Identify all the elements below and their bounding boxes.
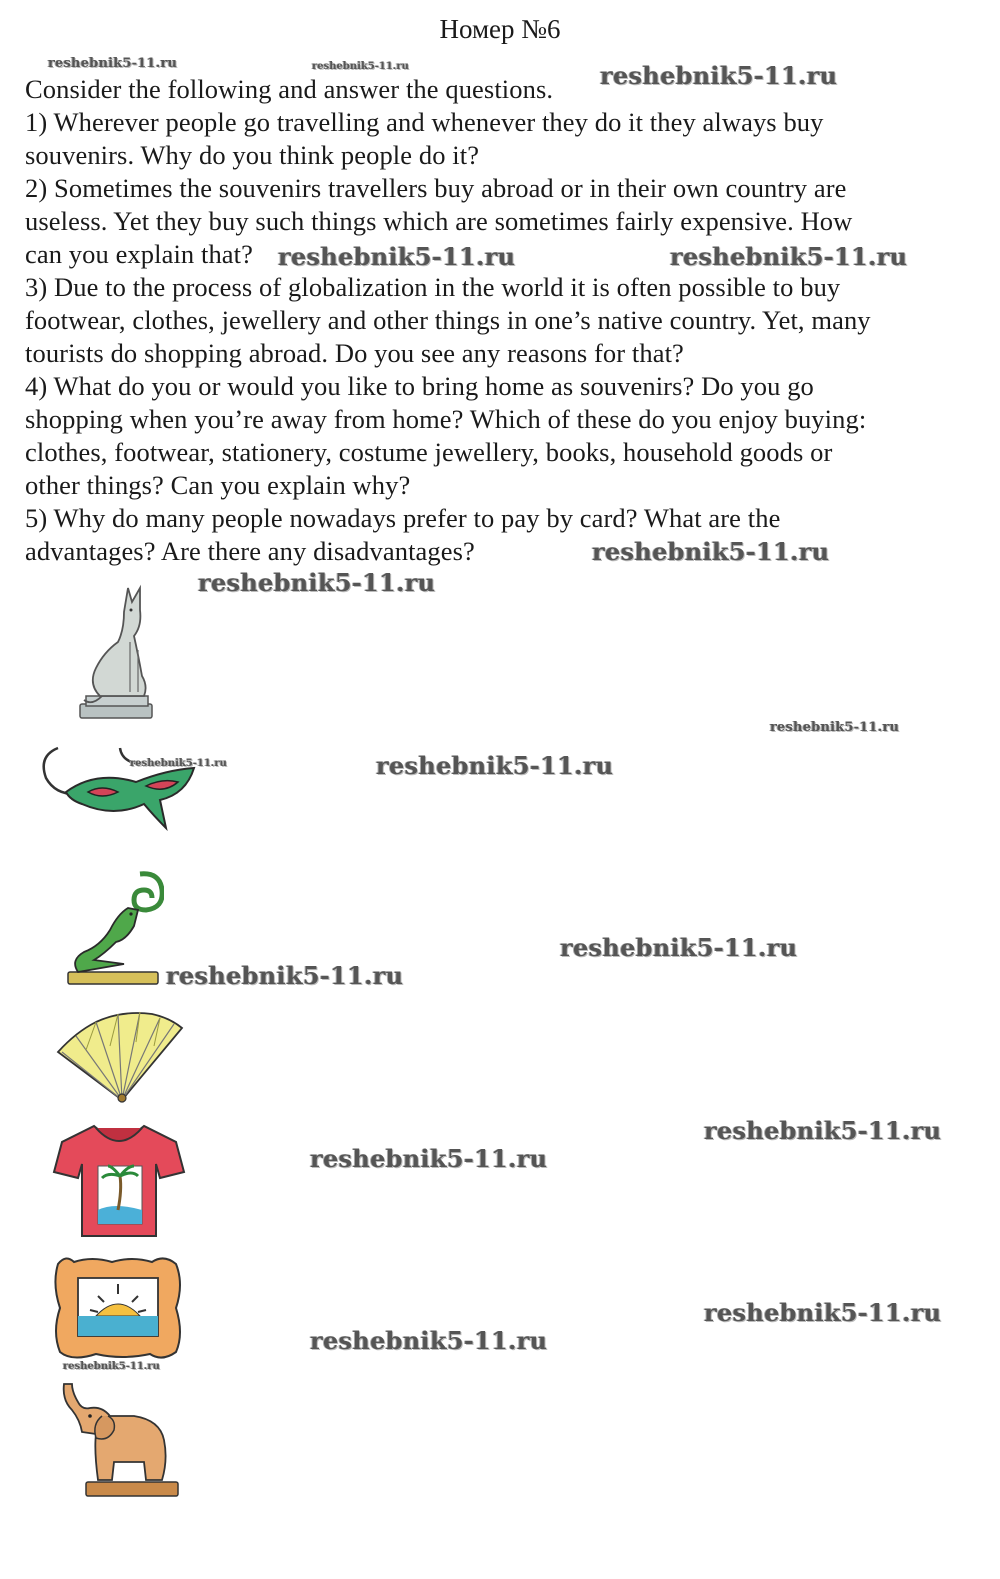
watermark: reshebnik5-11.ru (376, 751, 614, 780)
text-line-q3c: tourists do shopping abroad. Do you see any reasons for that? (25, 338, 684, 368)
antelope-figurine-illustration (64, 868, 164, 992)
text-line-q5a: 5) Why do many people nowadays prefer to pay by card? What are the (25, 503, 781, 533)
watermark: reshebnik5-11.ru (704, 1298, 942, 1327)
framed-picture-illustration (52, 1254, 184, 1362)
text-line-q1b: souvenirs. Why do you think people do it? (25, 140, 480, 170)
cat-statue-illustration (78, 580, 158, 725)
text-line-q3b: footwear, clothes, jewellery and other things in one’s native country. Yet, many (25, 305, 871, 335)
text-line-q3a: 3) Due to the process of globalization in the world it is often possible to buy (25, 272, 841, 302)
text-line-q5b: advantages? Are there any disadvantages? (25, 536, 475, 566)
watermark: reshebnik5-11.ru (592, 537, 830, 566)
watermark: reshebnik5-11.ru (63, 1361, 160, 1372)
watermark: reshebnik5-11.ru (48, 56, 178, 71)
text-line-q4b: shopping when you’re away from home? Which of these do you enjoy buying: (25, 404, 867, 434)
text-line-q2c: can you explain that? (25, 239, 253, 269)
text-line-q4d: other things? Can you explain why? (25, 470, 411, 500)
watermark: reshebnik5-11.ru (278, 242, 516, 271)
watermark: reshebnik5-11.ru (166, 961, 404, 990)
t-shirt-illustration (52, 1120, 186, 1242)
folding-fan-illustration (56, 1008, 184, 1108)
page-title: Номер №6 (439, 14, 561, 44)
watermark: reshebnik5-11.ru (600, 61, 838, 90)
watermark: reshebnik5-11.ru (704, 1116, 942, 1145)
watermark: reshebnik5-11.ru (310, 1144, 548, 1173)
text-line-intro: Consider the following and answer the questions. (25, 74, 554, 104)
text-line-q4c: clothes, footwear, stationery, costume jewellery, books, household goods or (25, 437, 833, 467)
elephant-figurine-illustration (58, 1380, 182, 1504)
watermark: reshebnik5-11.ru (198, 568, 436, 597)
watermark: reshebnik5-11.ru (312, 61, 409, 72)
text-line-q2a: 2) Sometimes the souvenirs travellers buy abroad or in their own country are (25, 173, 847, 203)
watermark: reshebnik5-11.ru (310, 1326, 548, 1355)
watermark: reshebnik5-11.ru (670, 242, 908, 271)
text-line-q1a: 1) Wherever people go travelling and whenever they do it they always buy (25, 107, 824, 137)
watermark: reshebnik5-11.ru (560, 933, 798, 962)
text-line-q4a: 4) What do you or would you like to bring home as souvenirs? Do you go (25, 371, 814, 401)
text-line-q2b: useless. Yet they buy such things which are sometimes fairly expensive. How (25, 206, 853, 236)
watermark: reshebnik5-11.ru (130, 758, 227, 769)
watermark: reshebnik5-11.ru (770, 720, 900, 735)
